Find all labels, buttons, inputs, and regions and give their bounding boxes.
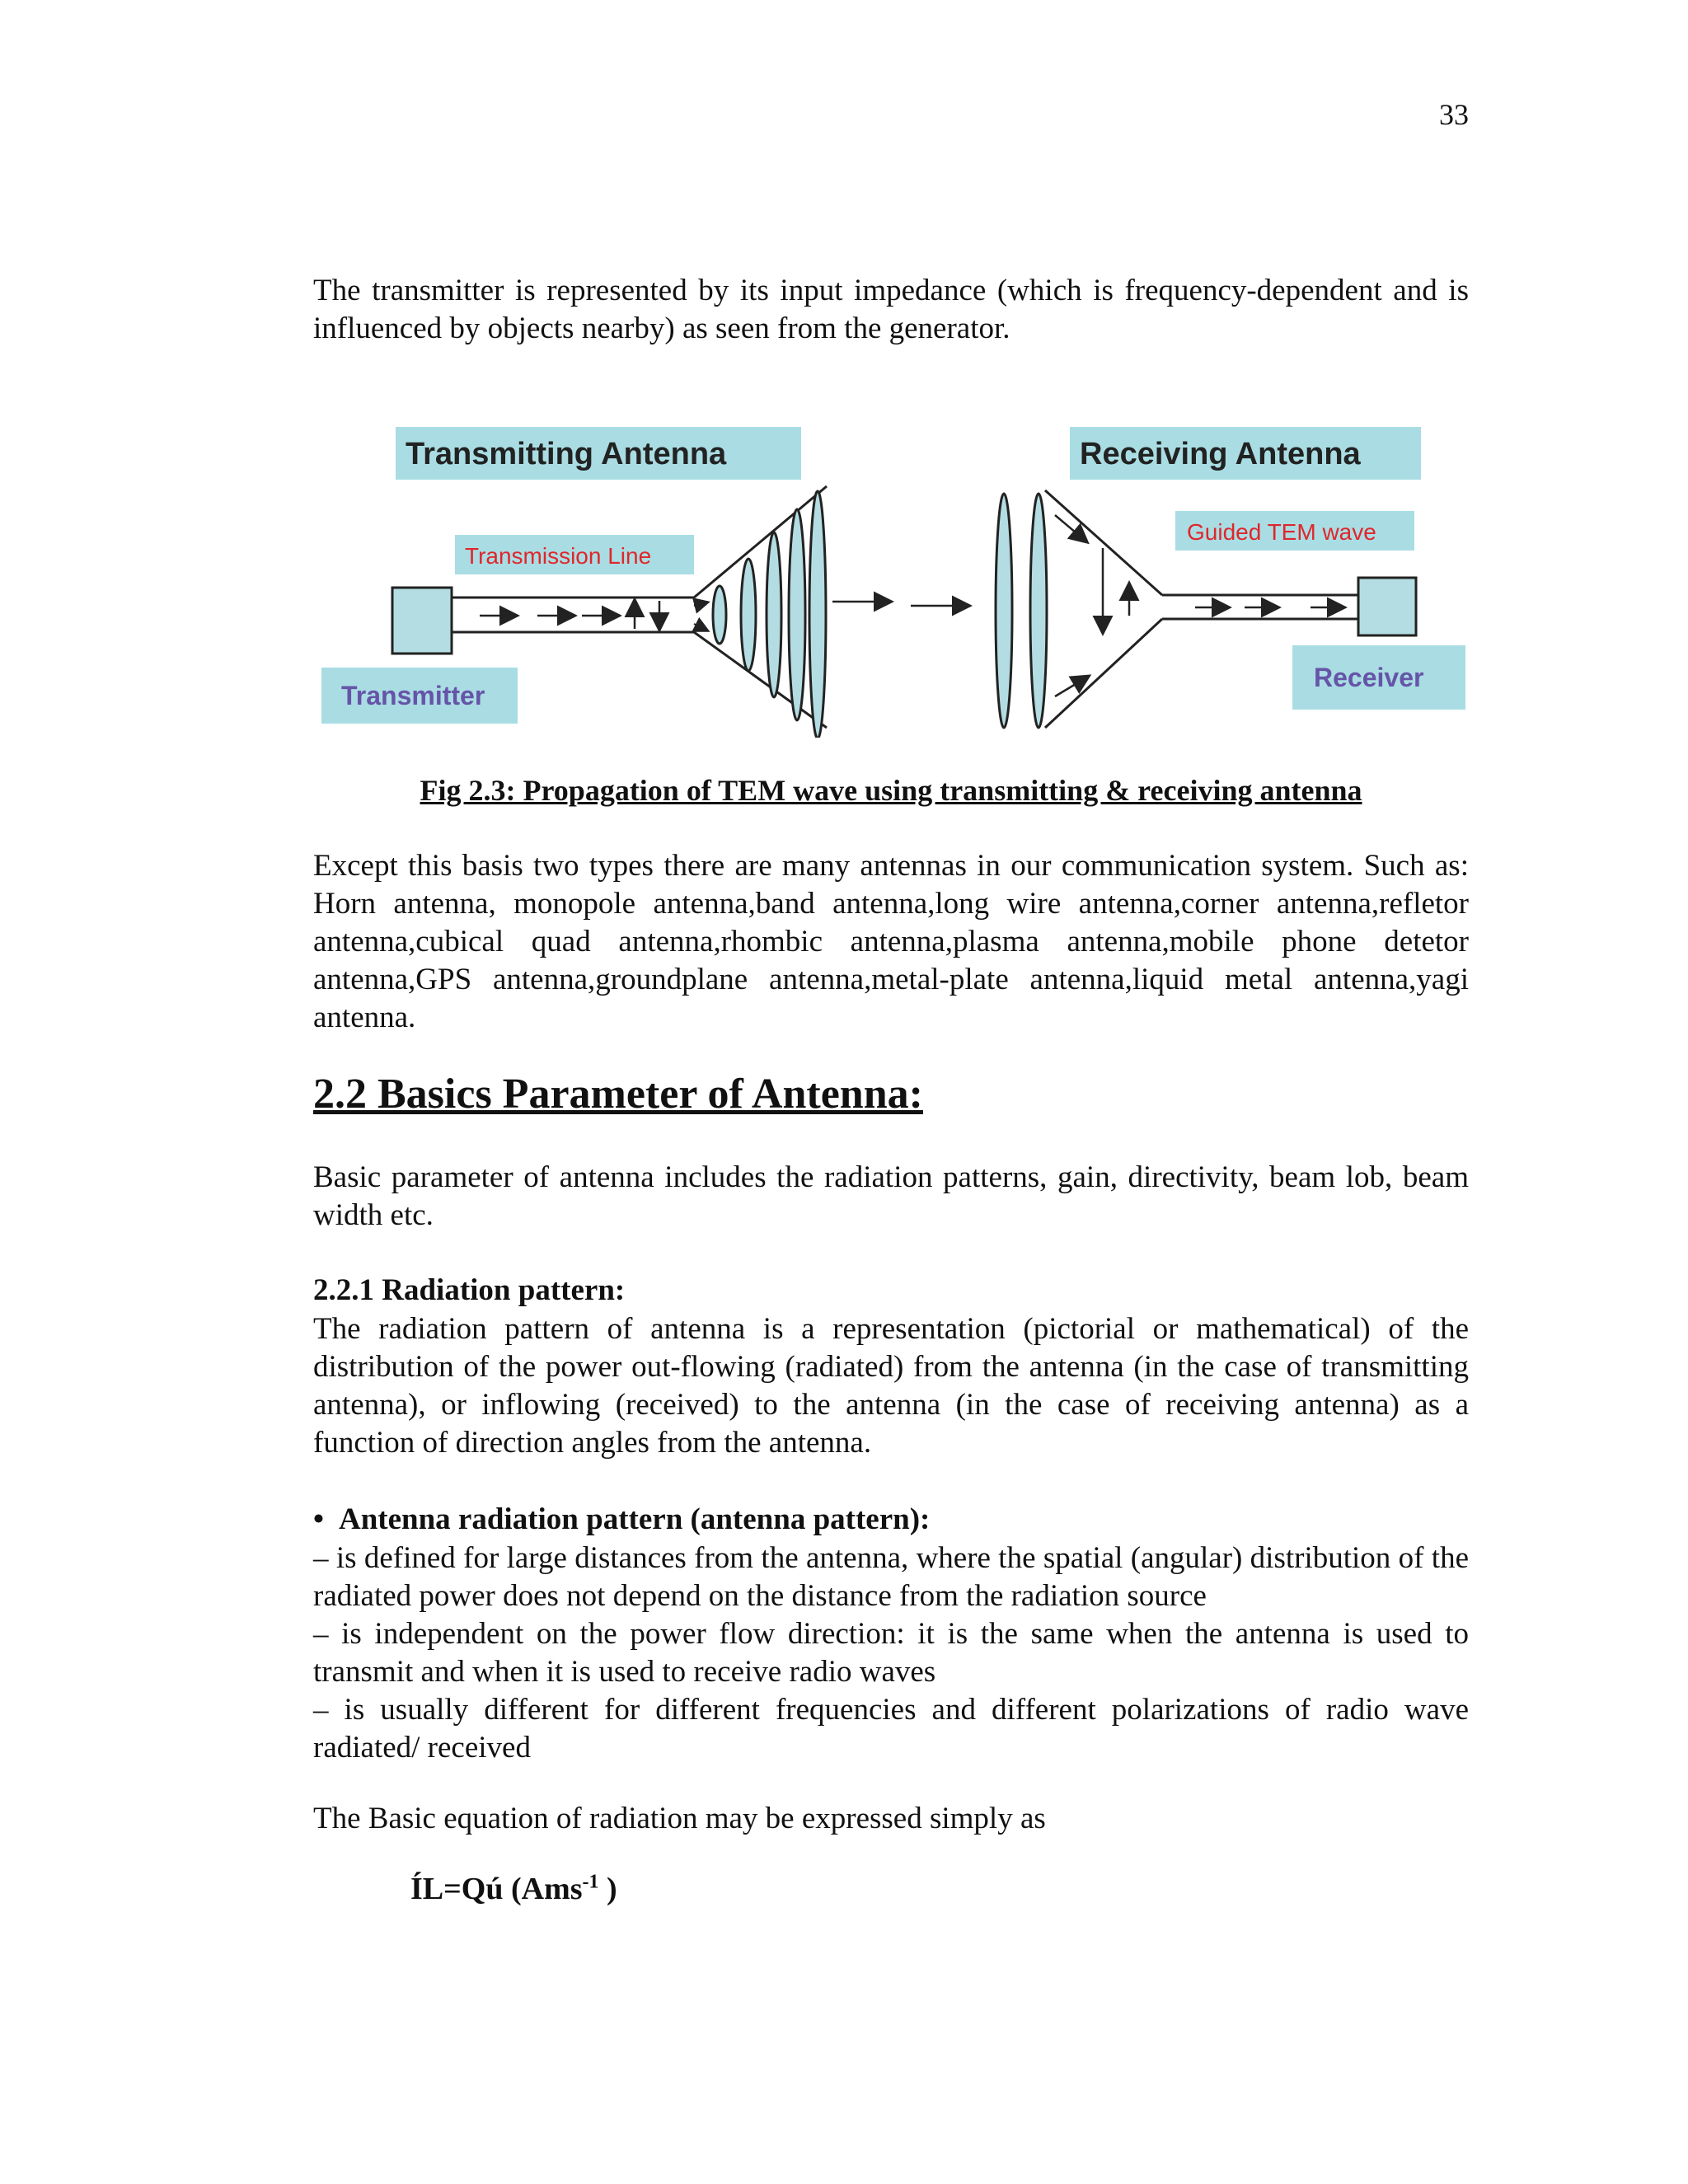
radiation-pattern-paragraph: The radiation pattern of antenna is a representation (pictorial or mathematical) of the distribution of the power out-flowing (radiated) from the antenna (in the case of transmitting antenna), or inflowing (received) to the antenna (in the case of receiving antenna) as a function of direction angles from the antenna. xyxy=(313,1312,1469,1460)
receive-wavefront-1 xyxy=(996,494,1012,728)
radiation-equation xyxy=(410,1871,617,1907)
bullet-line: – is usually different for different frequencies and different polarizations of radio wave radiated/ received xyxy=(313,1693,1469,1765)
page-number: 33 xyxy=(1439,98,1469,131)
receiver-box xyxy=(1358,578,1416,635)
equation-superscript: -1 xyxy=(582,1871,599,1893)
bullet-line: – is defined for large distances from the antenna, where the spatial (angular) distribution of the radiated power does not depend on the distance from the radiation source xyxy=(313,1541,1469,1613)
receiver-label: Receiver xyxy=(1314,663,1424,692)
transmit-wavefront-3 xyxy=(767,532,781,697)
bullet-line: – is independent on the power flow direction: it is the same when the antenna is used to transmit and when it is used to receive radio waves xyxy=(313,1617,1469,1689)
bullet-heading xyxy=(313,1502,930,1537)
tem-propagation-figure xyxy=(313,416,1469,738)
transmitter-box xyxy=(392,588,452,654)
guided-tem-wave-label: Guided TEM wave xyxy=(1187,519,1376,545)
equation-main: ÍL=Qú (Ams xyxy=(410,1872,583,1906)
section-intro-paragraph: Basic parameter of antenna includes the radiation patterns, gain, directivity, beam lob, beam width etc. xyxy=(313,1160,1469,1232)
transmit-horn-upper xyxy=(694,486,827,598)
subsection-heading: 2.2.1 Radiation pattern: xyxy=(313,1273,626,1307)
antenna-types-paragraph: Except this basis two types there are many antennas in our communication system. Such as: Horn antenna, monopole antenna,band antenna,long wire antenna,corner antenna,refletor antenna,cubical quad antenna,rhombic antenna,plasma antenna,mobile phone detetor antenna,GPS antenna,groundplane antenna,metal-plate antenna,liquid metal antenna,yagi antenna. xyxy=(313,849,1469,1034)
equation-close: ) xyxy=(598,1872,617,1906)
transmit-horn-lower xyxy=(694,632,827,728)
transmission-line-label: Transmission Line xyxy=(465,543,652,569)
horn-arrow-1 xyxy=(694,602,707,606)
horn-arrow-2 xyxy=(694,624,707,630)
bullet-icon: • xyxy=(313,1502,324,1536)
figure-svg xyxy=(313,416,1469,738)
bullet-lines xyxy=(313,1540,1469,1767)
receive-horn-arrow-1 xyxy=(1055,515,1086,541)
transmit-wavefront-5 xyxy=(809,491,826,738)
receive-wavefront-2 xyxy=(1030,494,1047,728)
transmitting-antenna-label: Transmitting Antenna xyxy=(406,437,727,471)
receiving-antenna-label: Receiving Antenna xyxy=(1080,437,1361,471)
bullet-heading-text: Antenna radiation pattern (antenna pattern): xyxy=(338,1502,931,1536)
transmit-wavefront-1 xyxy=(713,586,726,644)
intro-paragraph: The transmitter is represented by its input impedance (which is frequency-dependent and is influenced by objects nearby) as seen from the generator. xyxy=(313,274,1469,345)
equation-intro: The Basic equation of radiation may be expressed simply as xyxy=(313,1802,1046,1835)
transmit-wavefront-4 xyxy=(789,509,805,720)
figure-caption: Fig 2.3: Propagation of TEM wave using transmitting & receiving antenna xyxy=(420,774,1362,807)
transmit-wavefront-2 xyxy=(741,559,756,671)
transmitter-label: Transmitter xyxy=(341,681,485,710)
section-heading: 2.2 Basics Parameter of Antenna: xyxy=(313,1071,923,1118)
receive-horn-lower xyxy=(1045,619,1162,728)
